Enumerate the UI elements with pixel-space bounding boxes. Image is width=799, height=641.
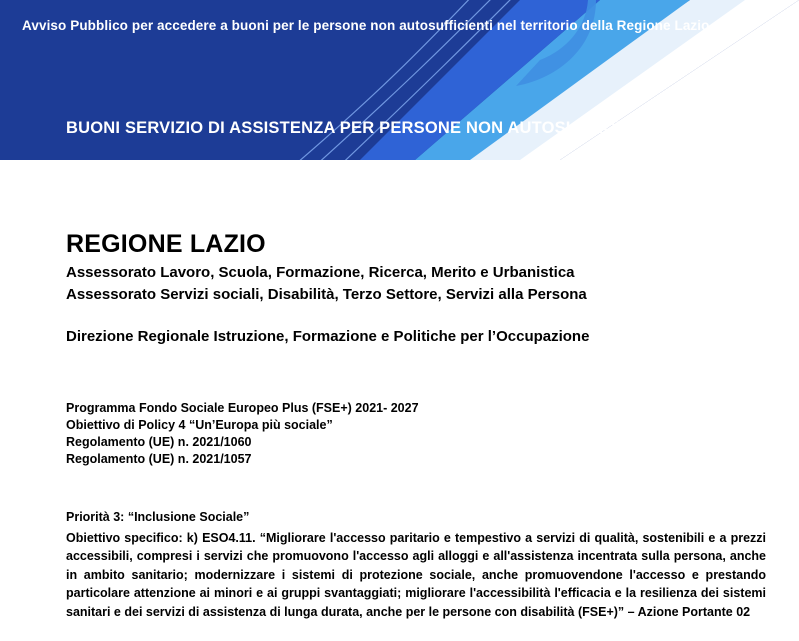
obiettivo-specifico-label: Obiettivo specifico: [66, 530, 183, 545]
programma-block [66, 400, 766, 468]
document-body [0, 160, 799, 641]
programma-line: Obiettivo di Policy 4 “Un’Europa più sociale” [66, 418, 333, 432]
priorita-line: Priorità 3: “Inclusione Sociale” [66, 510, 250, 524]
obiettivo-specifico-paragraph [66, 529, 766, 622]
header-banner [0, 0, 799, 160]
assessorato-line-2: Assessorato Servizi sociali, Disabilità, Terzo Settore, Servizi alla Persona [66, 286, 587, 303]
direzione-regionale: Direzione Regionale Istruzione, Formazione e Politiche per l’Occupazione [66, 328, 590, 345]
programma-line: Programma Fondo Sociale Europeo Plus (FSE+) 2021- 2027 [66, 401, 419, 415]
programma-line: Regolamento (UE) n. 2021/1060 [66, 435, 252, 449]
programma-line: Regolamento (UE) n. 2021/1057 [66, 452, 252, 466]
notice-title: Avviso Pubblico per accedere a buoni per le persone non autosufficienti nel territorio della Regione Lazio [22, 18, 710, 33]
priorita-block [66, 508, 766, 622]
obiettivo-specifico-text: k) ESO4.11. “Migliorare l'accesso paritario e tempestivo a servizi di qualità, sostenibili e a prezzi accessibili, compresi i servizi che promuovono l'accesso agli alloggi e all'assistenza incentrata sulla persona, anche in ambito sanitario; modernizzare i sistemi di protezione sociale, anche promuovendone l'accesso e prestando particolare attenzione ai minori e ai gruppi svantaggiati; migliorare l'accessibilità l'efficacia e la resilienza dei sistemi sanitari e dei servizi di assistenza di lunga durata, anche per le persone con disabilità (FSE+)” – Azione Portante 02 [66, 530, 767, 619]
organization-name: REGIONE LAZIO [66, 230, 266, 258]
assessorato-line-1: Assessorato Lavoro, Scuola, Formazione, Ricerca, Merito e Urbanistica [66, 264, 575, 281]
banner-subtitle: BUONI SERVIZIO DI ASSISTENZA PER PERSONE NON AUTOSUFFICIENTI [66, 119, 659, 137]
